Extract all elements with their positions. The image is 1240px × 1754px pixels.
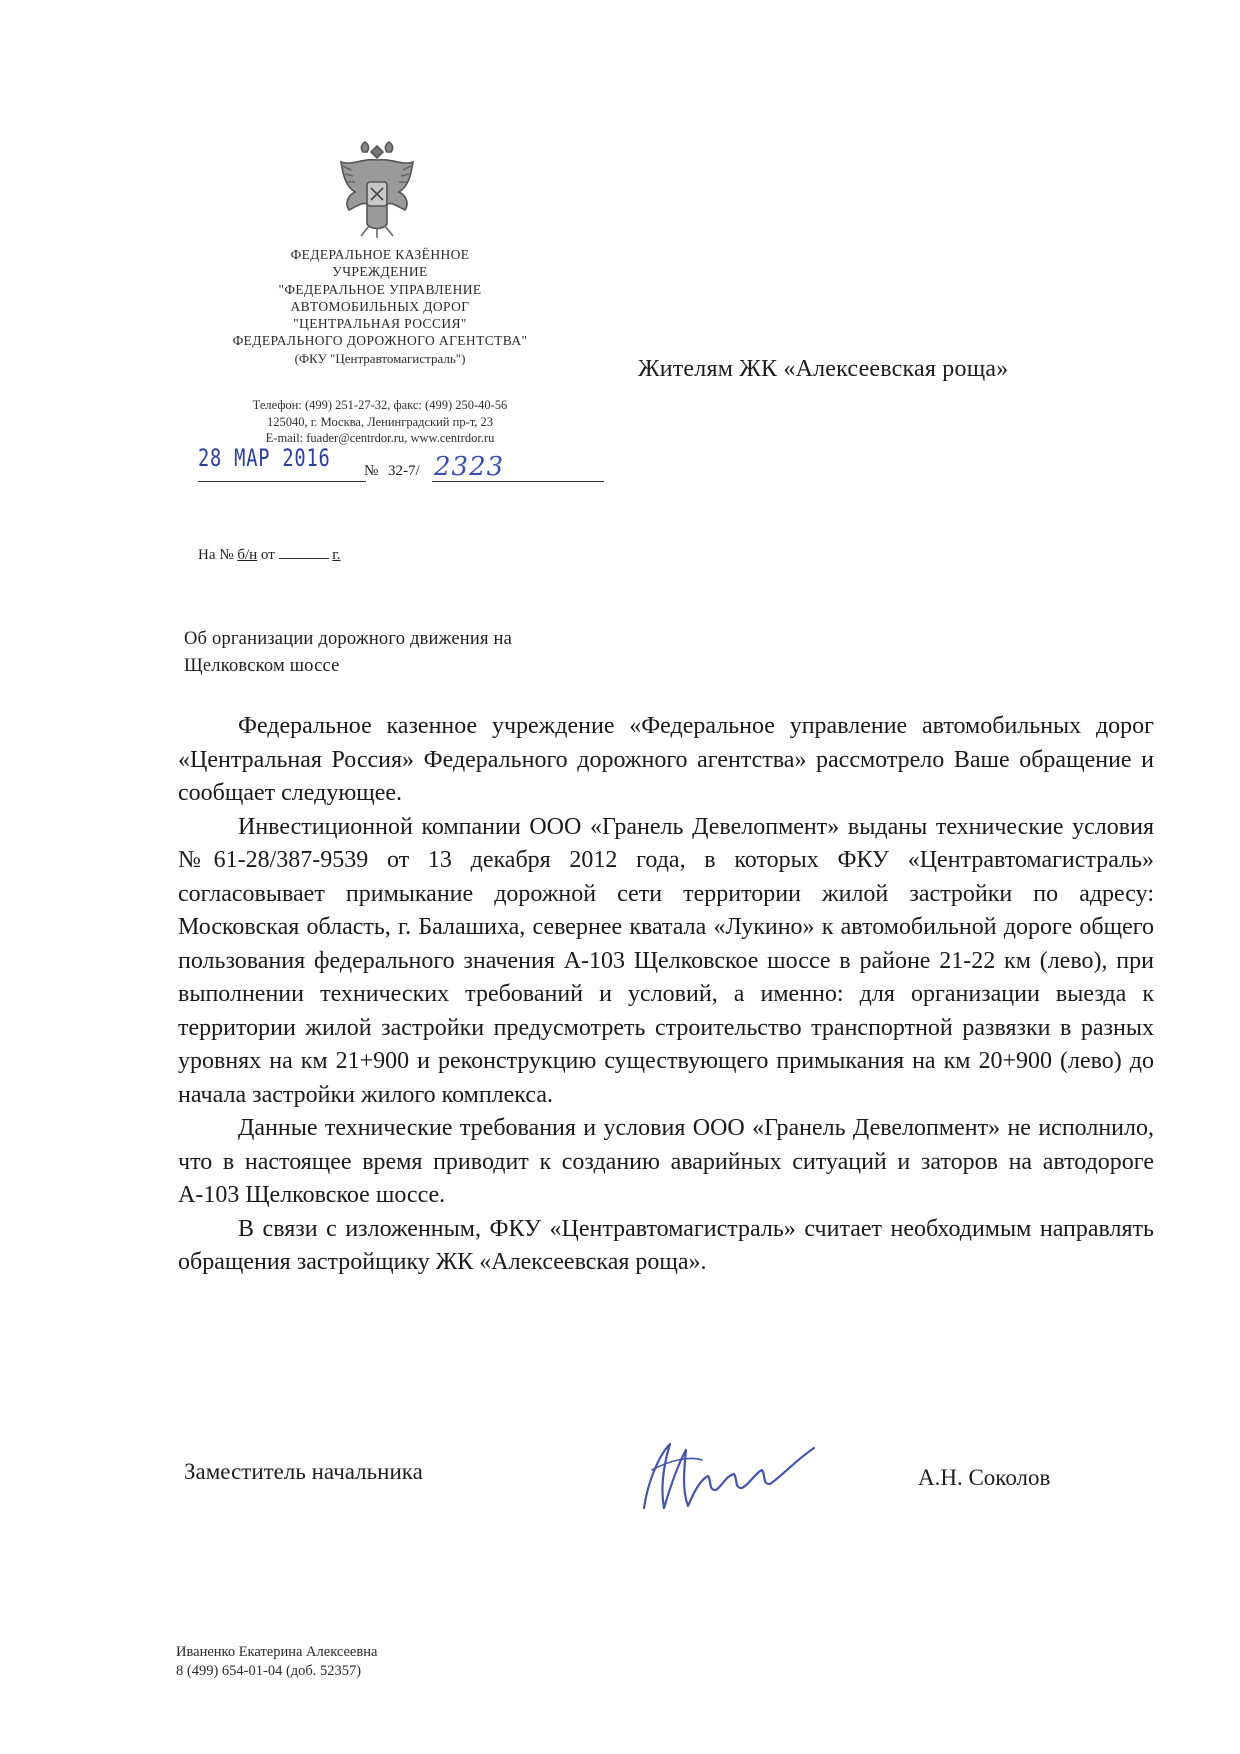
reference-date-blank xyxy=(279,546,329,559)
reference-number: б/н xyxy=(237,547,258,563)
contact-phone: Телефон: (499) 251-27-32, факс: (499) 250-40-56 xyxy=(252,398,508,412)
number-underline xyxy=(432,481,604,482)
signatory-position: Заместитель начальника xyxy=(184,1459,423,1484)
body-paragraph: Федеральное казенное учреждение «Федеральное управление автомобильных дорог «Центральная Россия» Федерального дорожного агентства» рассмотрело Ваше обращение и сообщает следующее. xyxy=(178,713,1154,806)
body-paragraph: Инвестиционной компании ООО «Гранель Девелопмент» выданы технические условия №61-28/387-9539 от 13 декабря 2012 года, в которых ФКУ «Центравтомагистраль» согласовывает примыкание дорожной сети территории жилой застройки по адресу: Московская область, г. Балашиха, севернее кватала «Лукино» к автомобильной дороге общего пользования федерального значения А-103 Щелковское шоссе в районе 21-22 км (лево), при выполнении технических требований и условий, а именно: для организации выезда к территории жилой застройки предусмотреть строительство транспортной развязки в разных уровнях на км 21+900 и реконструкцию существующего примыкания на км 20+900 (лево) до начала застройки жилого комплекса. xyxy=(178,813,1154,1108)
number-label: № xyxy=(364,463,379,479)
org-line: "ФЕДЕРАЛЬНОЕ УПРАВЛЕНИЕ xyxy=(278,281,482,297)
signatory-name: А.Н. Соколов xyxy=(918,1465,1051,1490)
date-stamp: 28 MAP 2016 xyxy=(198,444,331,472)
executor-name: Иваненко Екатерина Алексеевна xyxy=(176,1644,378,1660)
body-paragraph: В связи с изложенным, ФКУ «Центравтомагистраль» считает необходимым направлять обращения застройщику ЖК «Алексеевская роща». xyxy=(178,1215,1154,1275)
reference-from-label: от xyxy=(260,547,275,563)
contact-address: 125040, г. Москва, Ленинградский пр-т, 23 xyxy=(266,414,494,429)
reference-prefix: На № xyxy=(198,547,234,563)
org-short-name: (ФКУ "Центравтомагистраль") xyxy=(294,350,466,366)
letter-body xyxy=(178,710,1154,1280)
letter-subject xyxy=(184,626,644,680)
org-line: АВТОМОБИЛЬНЫХ ДОРОГ xyxy=(290,298,470,314)
date-underline xyxy=(198,481,366,482)
russian-coat-of-arms-icon xyxy=(333,140,421,240)
letterhead-organization xyxy=(198,246,562,367)
org-line: ФЕДЕРАЛЬНОЕ КАЗЁННОЕ xyxy=(290,247,470,262)
number-handwritten: 2323 xyxy=(434,452,505,482)
reference-year-suffix: г. xyxy=(332,547,341,563)
subject-line: Об организации дорожного движения на xyxy=(184,629,513,649)
addressee: Жителям ЖК «Алексеевская роща» xyxy=(638,356,1009,382)
number-prefix: 32-7/ xyxy=(388,463,420,479)
org-line: ФЕДЕРАЛЬНОГО ДОРОЖНОГО АГЕНТСТВА" xyxy=(232,333,528,349)
contact-email: E-mail: fuader@centrdor.ru, www.centrdor.ru xyxy=(265,431,495,445)
subject-line: Щелковском шоссе xyxy=(184,656,340,676)
executor-info xyxy=(176,1643,377,1681)
org-line: УЧРЕЖДЕНИЕ xyxy=(332,264,428,280)
body-paragraph: Данные технические требования и условия ООО «Гранель Девелопмент» не исполнило, что в настоящее время приводит к созданию аварийных ситуаций и заторов на автодороге А-103 Щелковское шоссе. xyxy=(178,1115,1154,1208)
letterhead-contacts xyxy=(198,397,562,447)
org-line: "ЦЕНТРАЛЬНАЯ РОССИЯ" xyxy=(293,316,467,332)
reference-line xyxy=(198,546,340,564)
executor-phone: 8 (499) 654-01-04 (доб. 52357) xyxy=(176,1663,362,1679)
handwritten-signature-icon xyxy=(630,1430,830,1520)
